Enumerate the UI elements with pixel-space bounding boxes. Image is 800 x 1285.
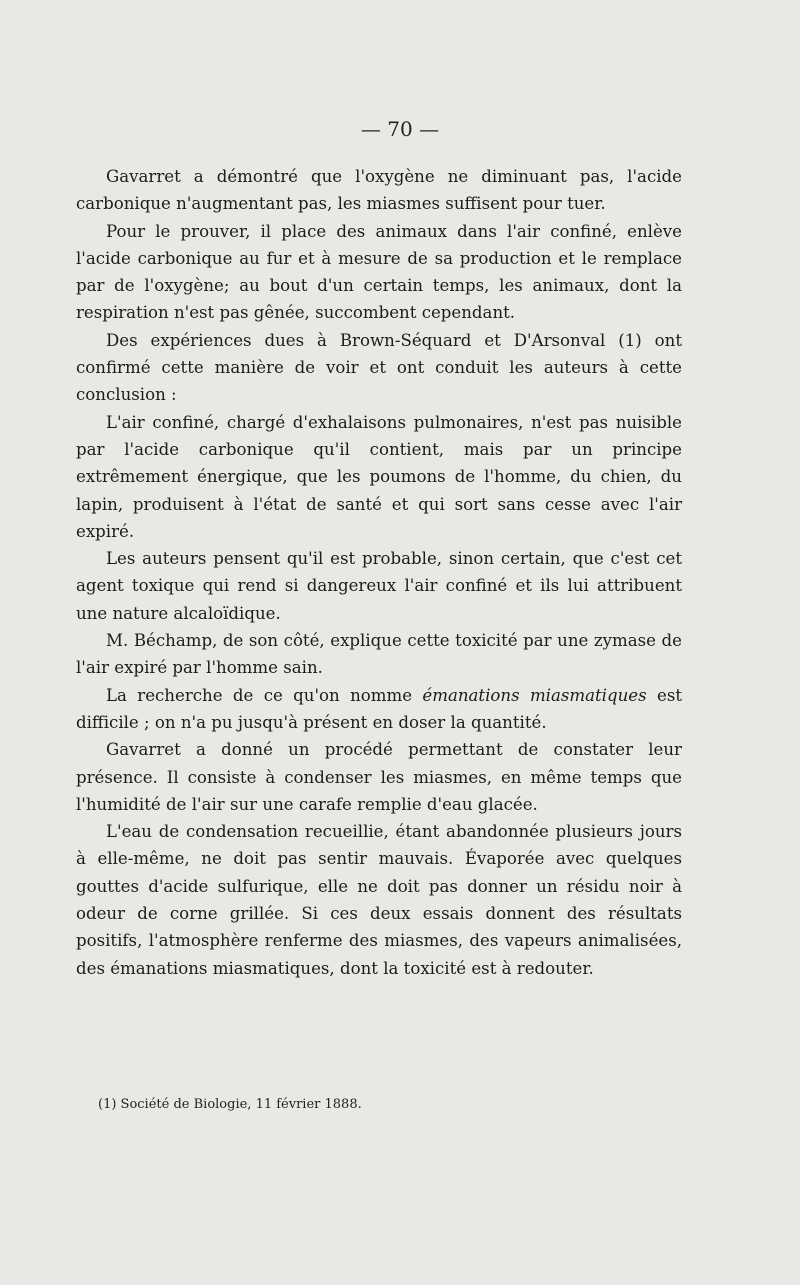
italic-term: émanations miasmatiques xyxy=(422,685,647,705)
paragraph: L'eau de condensation recueillie, étant abandonnée plusieurs jours à elle-même, ne doit pas sentir mauvais. Évaporée avec quelques gouttes d'acide sulfurique, elle ne doit pas donner un résidu noir à odeur de corne grillée. Si ces deux essais donnent des résultats positifs, l'atmosphère renferme des miasmes, des vapeurs animalisées, des émanations miasmatiques, dont la toxicité est à redouter. xyxy=(76,822,682,978)
body-text xyxy=(76,163,682,982)
paragraph xyxy=(76,682,682,737)
paragraph-text: La recherche de ce qu'on nomme xyxy=(106,685,423,705)
paragraph: Des expériences dues à Brown-Séquard et D'Arsonval (1) ont confirmé cette manière de voir et ont conduit les auteurs à cette conclusion : xyxy=(76,330,682,405)
paragraph: Gavarret a démontré que l'oxygène ne diminuant pas, l'acide carbonique n'augmentant pas, les miasmes suffisent pour tuer. xyxy=(76,167,682,214)
paragraph: Gavarret a donné un procédé permettant de constater leur présence. Il consiste à condenser les miasmes, en même temps que l'humidité de l'air sur une carafe remplie d'eau glacée. xyxy=(76,740,682,814)
paragraph: L'air confiné, chargé d'exhalaisons pulmonaires, n'est pas nuisible par l'acide carbonique qu'il contient, mais par un principe extrêmement énergique, que les poumons de l'homme, du chien, du lapin, produisent à l'état de santé et qui sort sans cesse avec l'air expiré. xyxy=(76,412,682,541)
footnote: (1) Société de Biologie, 11 février 1888. xyxy=(98,1097,362,1112)
page-number: — 70 — xyxy=(360,117,440,141)
paragraph: M. Béchamp, de son côté, explique cette toxicité par une zymase de l'air expiré par l'homme sain. xyxy=(76,631,682,678)
paragraph: Pour le prouver, il place des animaux dans l'air confiné, enlève l'acide carbonique au fur et à mesure de sa production et le remplace par de l'oxygène; au bout d'un certain temps, les animaux, dont la respiration n'est pas gênée, succombent cependant. xyxy=(76,221,682,323)
paragraph-text: est difficile ; on n'a pu jusqu'à présent en doser la quantité. xyxy=(76,685,682,732)
paragraph: Les auteurs pensent qu'il est probable, sinon certain, que c'est cet agent toxique qui rend si dangereux l'air confiné et ils lui attribuent une nature alcaloïdique. xyxy=(76,549,682,623)
